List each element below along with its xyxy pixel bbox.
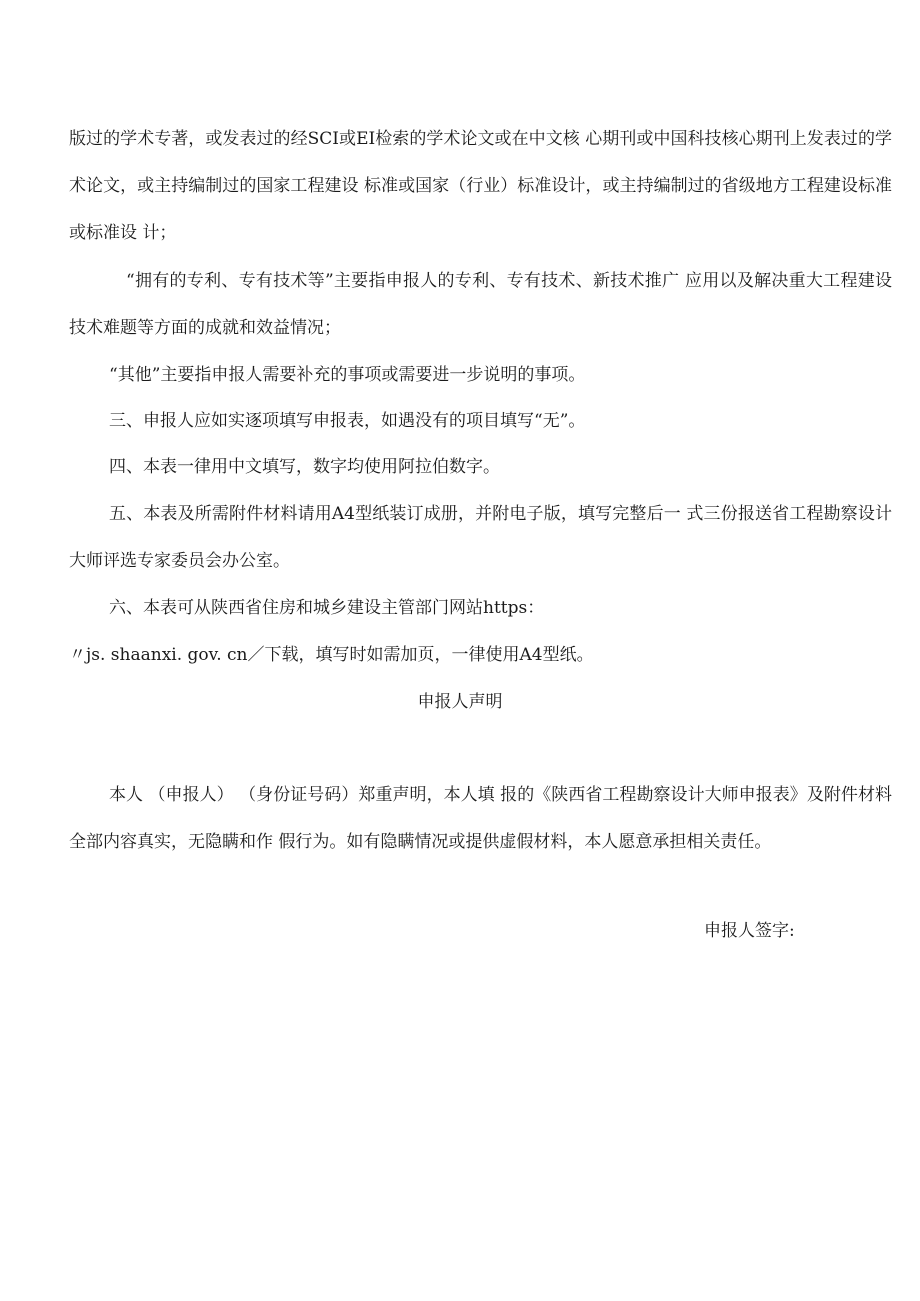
paragraph-other: “其他”主要指申报人需要补充的事项或需要进一步说明的事项。 [109,365,586,385]
paragraph-item-6-line-1: 六、本表可从陕西省住房和城乡建设主管部门网站https： [109,598,545,618]
paragraph-item-4: 四、本表一律用中文填写，数字均使用阿拉伯数字。 [109,457,500,477]
paragraph-item-5: 五、本表及所需附件材料请用A4型纸装订成册，并附电子版，填写完整后一 式三份报送省工程勘察设计大师评选专家委员会办公室。 [69,504,892,571]
signature-label: 申报人签字: [704,921,795,941]
paragraph-item-6-line-2: 〃js. shaanxi. gov. cn／下载，填写时如需加页，一律使用A4型纸。 [69,645,594,665]
paragraph-item-3: 三、申报人应如实逐项填写申报表，如遇没有的项目填写“无”。 [109,411,586,431]
paragraph-academic-works: 版过的学术专著，或发表过的经SCI或EI检索的学术论文或在中文核 心期刊或中国科技核心期刊上发表过的学术论文，或主持编制过的国家工程建设 标准或国家（行业）标准设计，或主持编制过的省级地方工程建设标准或标准设 计； [69,129,892,243]
paragraph-patents: “拥有的专利、专有技术等”主要指申报人的专利、专有技术、新技术推广 应用以及解决重大工程建设技术难题等方面的成就和效益情况； [69,271,892,338]
declaration-body: 本人 （申报人） （身份证号码）郑重声明，本人填 报的《陕西省工程勘察设计大师申报表》及附件材料全部内容真实，无隐瞒和作 假行为。如有隐瞒情况或提供虚假材料，本人愿意承担相关责任。 [69,785,892,852]
declaration-title: 申报人声明 [417,692,503,712]
